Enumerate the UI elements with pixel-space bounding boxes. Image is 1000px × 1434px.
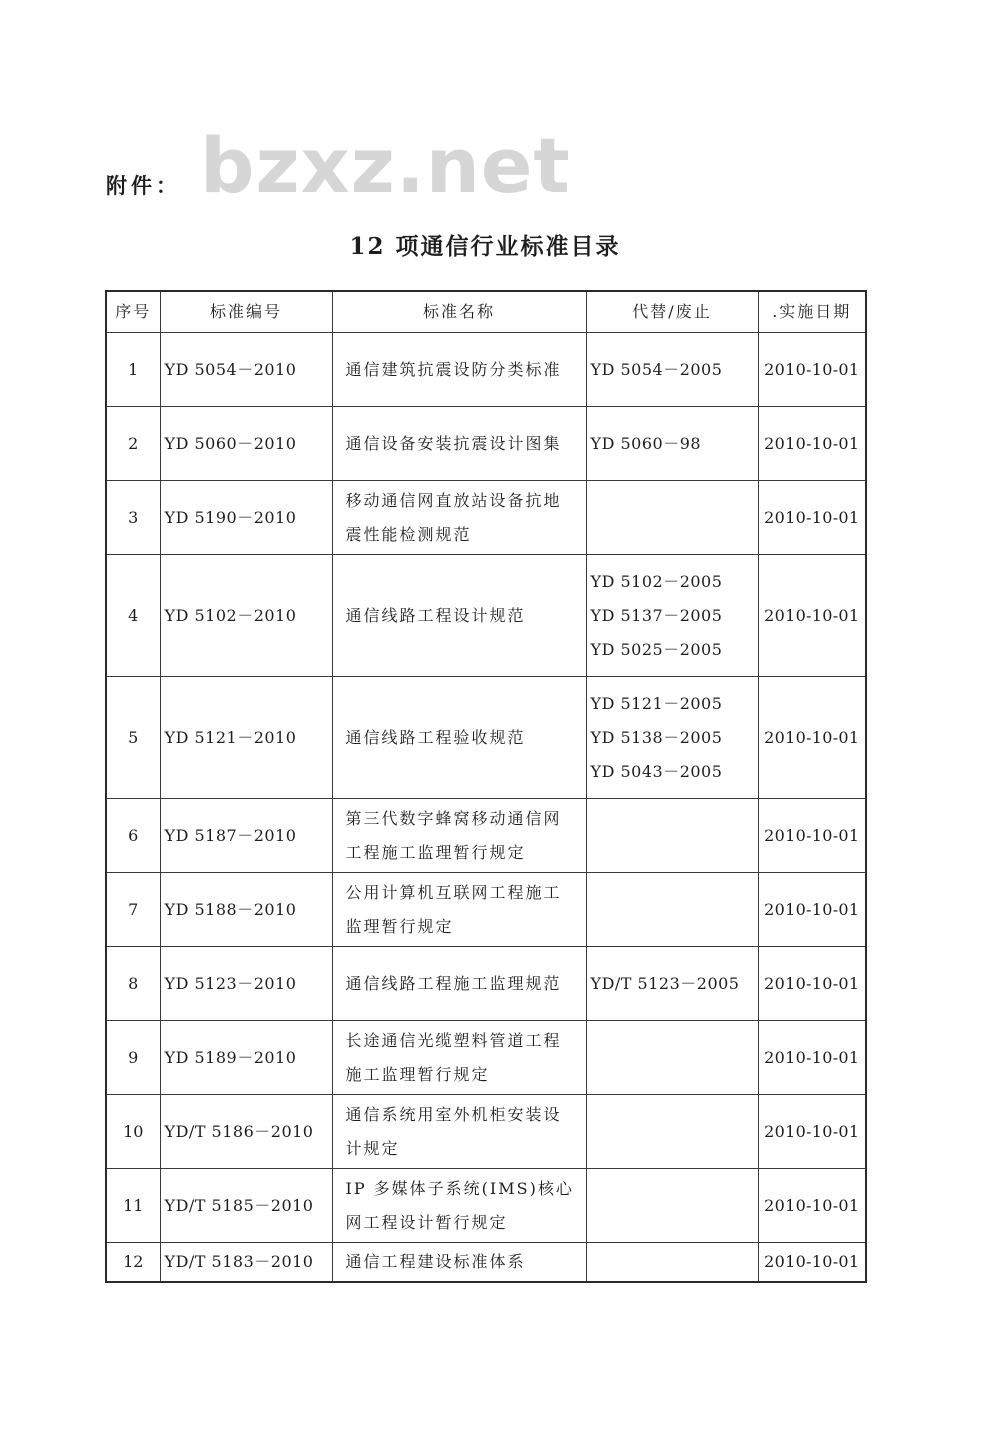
replaced-standard: YD/T 5123－2005 [590,973,740,993]
row-name-cell: 通信建筑抗震设防分类标准 [332,333,586,407]
table-row [106,1243,866,1283]
table-body [106,333,866,1283]
row-code-cell: YD 5054－2010 [160,333,332,407]
row-name-cell: 通信系统用室外机柜安装设计规定 [332,1095,586,1169]
replaced-standard: YD 5138－2005 [590,727,723,747]
row-code-cell: YD/T 5185－2010 [160,1169,332,1243]
row-code-cell: YD 5187－2010 [160,799,332,873]
column-header-seq: 序号 [106,291,160,333]
table-row [106,1021,866,1095]
row-date-cell: 2010-10-01 [758,1095,866,1169]
row-date-cell: 2010-10-01 [758,873,866,947]
table-row [106,947,866,1021]
row-replaces-cell [586,799,758,873]
attachment-label: 附件： [106,173,181,198]
row-replaces-cell [586,873,758,947]
row-name-cell: 移动通信网直放站设备抗地震性能检测规范 [332,481,586,555]
row-replaces-cell [586,1169,758,1243]
row-date-cell: 2010-10-01 [758,333,866,407]
row-seq-cell: 1 [106,333,160,407]
row-date-cell: 2010-10-01 [758,555,866,677]
table-row [106,1095,866,1169]
row-code-cell: YD 5060－2010 [160,407,332,481]
row-name-cell: 通信线路工程施工监理规范 [332,947,586,1021]
row-seq-cell: 5 [106,677,160,799]
row-seq-cell: 9 [106,1021,160,1095]
row-seq-cell: 11 [106,1169,160,1243]
row-name-cell: 通信线路工程设计规范 [332,555,586,677]
table-row [106,873,866,947]
standards-table [105,290,867,1283]
table-row [106,333,866,407]
table-row [106,799,866,873]
row-replaces-cell [586,1021,758,1095]
row-date-cell: 2010-10-01 [758,799,866,873]
row-replaces-cell [586,407,758,481]
row-replaces-cell [586,947,758,1021]
table-row [106,555,866,677]
row-date-cell: 2010-10-01 [758,947,866,1021]
row-seq-cell: 12 [106,1243,160,1283]
row-code-cell: YD 5188－2010 [160,873,332,947]
row-code-cell: YD/T 5186－2010 [160,1095,332,1169]
row-seq-cell: 4 [106,555,160,677]
row-name-cell: 通信线路工程验收规范 [332,677,586,799]
replaced-standard: YD 5137－2005 [590,605,723,625]
row-code-cell: YD 5102－2010 [160,555,332,677]
watermark-logo: bzxz.net [200,121,571,210]
replaced-standard: YD 5025－2005 [590,639,723,659]
row-date-cell: 2010-10-01 [758,1243,866,1283]
row-replaces-cell [586,677,758,799]
row-code-cell: YD 5123－2010 [160,947,332,1021]
row-name-cell: 通信工程建设标准体系 [332,1243,586,1283]
row-replaces-cell [586,555,758,677]
table-row [106,677,866,799]
replaced-standard: YD 5121－2005 [590,693,723,713]
row-name-cell: 公用计算机互联网工程施工监理暂行规定 [332,873,586,947]
column-header-code: 标准编号 [160,291,332,333]
replaced-standard: YD 5102－2005 [590,571,723,591]
row-replaces-cell [586,481,758,555]
row-name-cell: IP 多媒体子系统(IMS)核心网工程设计暂行规定 [332,1169,586,1243]
row-name-cell: 通信设备安装抗震设计图集 [332,407,586,481]
column-header-replaces: 代替/废止 [586,291,758,333]
row-code-cell: YD 5190－2010 [160,481,332,555]
table-header-row [106,291,866,333]
row-code-cell: YD 5121－2010 [160,677,332,799]
row-seq-cell: 3 [106,481,160,555]
row-seq-cell: 8 [106,947,160,1021]
row-date-cell: 2010-10-01 [758,1169,866,1243]
row-seq-cell: 7 [106,873,160,947]
row-code-cell: YD 5189－2010 [160,1021,332,1095]
column-header-date: .实施日期 [758,291,866,333]
row-date-cell: 2010-10-01 [758,407,866,481]
row-seq-cell: 10 [106,1095,160,1169]
replaced-standard: YD 5060－98 [590,433,702,453]
replaced-standard: YD 5054－2005 [590,359,723,379]
document-title: 12 项通信行业标准目录 [349,233,621,260]
row-date-cell: 2010-10-01 [758,481,866,555]
row-date-cell: 2010-10-01 [758,677,866,799]
row-replaces-cell [586,333,758,407]
row-code-cell: YD/T 5183－2010 [160,1243,332,1283]
table-row [106,481,866,555]
row-name-cell: 长途通信光缆塑料管道工程施工监理暂行规定 [332,1021,586,1095]
row-seq-cell: 6 [106,799,160,873]
row-date-cell: 2010-10-01 [758,1021,866,1095]
row-replaces-cell [586,1243,758,1283]
row-replaces-cell [586,1095,758,1169]
row-seq-cell: 2 [106,407,160,481]
column-header-name: 标准名称 [332,291,586,333]
table-row [106,407,866,481]
replaced-standard: YD 5043－2005 [590,761,723,781]
table-row [106,1169,866,1243]
row-name-cell: 第三代数字蜂窝移动通信网工程施工监理暂行规定 [332,799,586,873]
